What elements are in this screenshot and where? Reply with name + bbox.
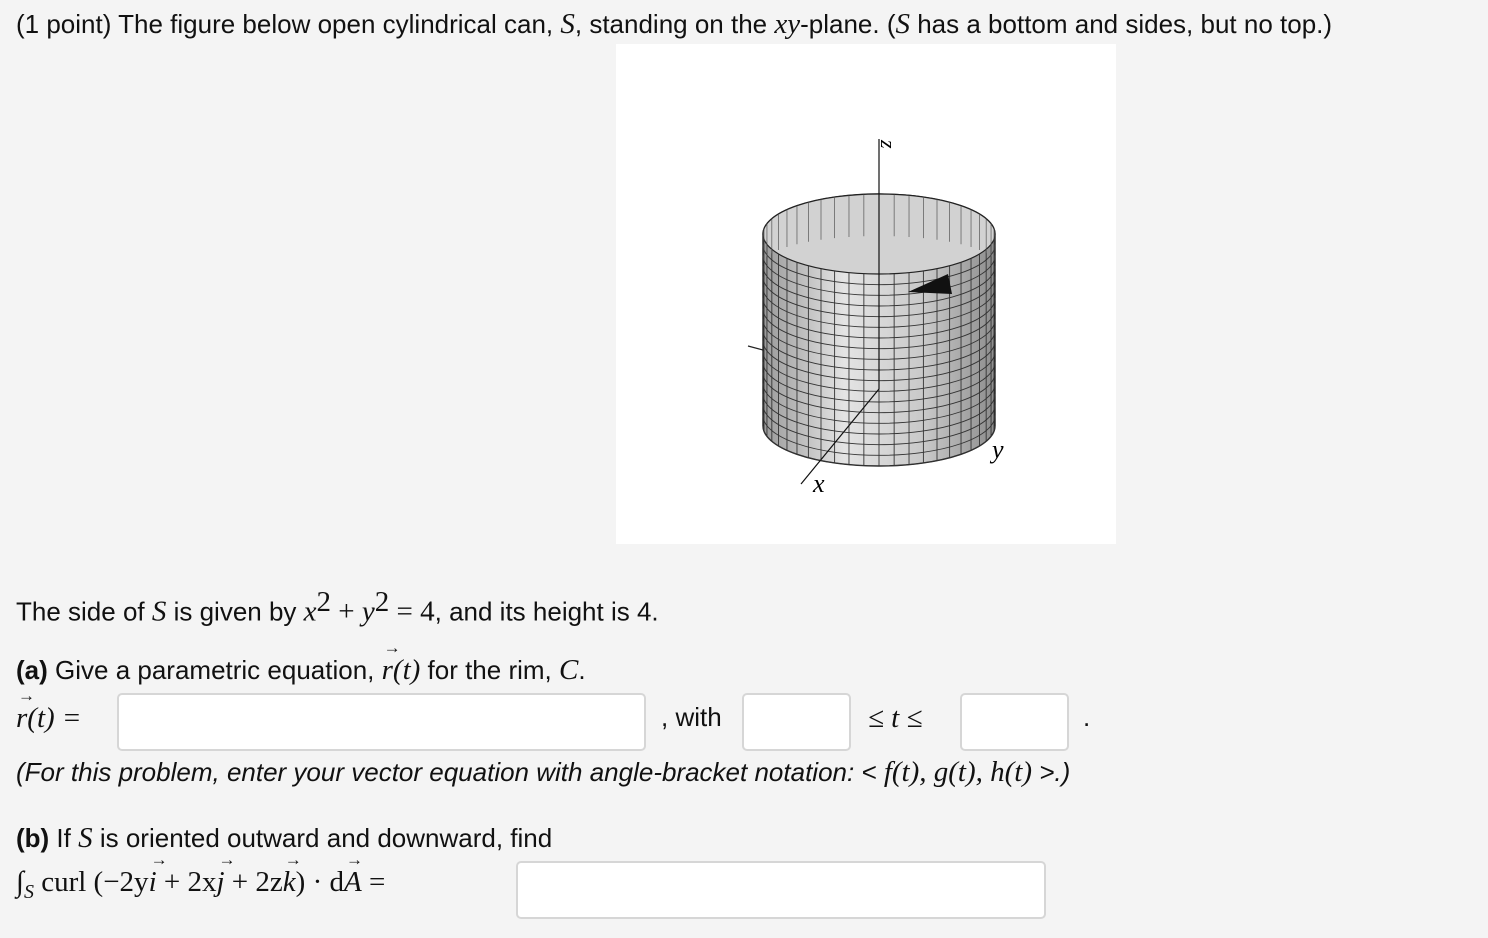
- integral-start: curl (−2y: [33, 866, 149, 898]
- eq-plus: +: [331, 595, 362, 628]
- integral-sign: ∫: [16, 866, 24, 898]
- r-lhs: → r(t) =: [16, 702, 81, 735]
- side-description: [16, 586, 659, 629]
- eq-y: y: [361, 595, 375, 628]
- with-text: , with: [661, 702, 722, 732]
- problem-intro: [16, 8, 1332, 41]
- eq-x: x: [303, 595, 317, 628]
- integral-equals: =: [361, 866, 386, 898]
- t-upper-input[interactable]: [960, 693, 1069, 751]
- part-a-text2: for the rim,: [420, 655, 559, 685]
- r-label: [16, 702, 81, 735]
- note-end: >.): [1032, 757, 1071, 787]
- unit-i: → i: [149, 866, 157, 899]
- notation-note: [16, 756, 1070, 789]
- t-lower-input[interactable]: [742, 693, 851, 751]
- integral-sub: S: [23, 880, 34, 903]
- cylinder-plot: [616, 44, 1116, 544]
- r-answer-input[interactable]: [117, 693, 646, 751]
- side-mid: is given by: [166, 596, 304, 627]
- integral-expression: [16, 866, 385, 904]
- integral-end: ) · d: [295, 866, 344, 898]
- side-suffix: , and its height is 4.: [434, 596, 659, 627]
- intro-text-after: -plane. (: [800, 9, 896, 39]
- part-b-answer-input[interactable]: [516, 861, 1046, 919]
- intro-xy: xy: [774, 8, 801, 40]
- z-label: z: [876, 140, 901, 149]
- eq-exp2: 2: [374, 586, 390, 618]
- x-label: x: [813, 469, 825, 498]
- cylinder-figure: [616, 44, 1116, 544]
- part-b-s: S: [78, 822, 93, 854]
- part-b-text2: is oriented outward and downward, find: [92, 823, 553, 853]
- part-a-r: → r(t): [382, 654, 421, 687]
- r-line-period: .: [1083, 702, 1091, 732]
- intro-suffix: has a bottom and sides, but no top.): [910, 9, 1333, 39]
- unit-j: → j: [216, 866, 224, 899]
- part-a-c: C: [559, 654, 579, 686]
- side-s: S: [151, 595, 167, 628]
- unit-k: → k: [283, 866, 296, 899]
- intro-s: S: [560, 8, 575, 40]
- integral-mid1: + 2x: [156, 866, 217, 898]
- eq-equals: = 4: [389, 595, 435, 628]
- eq-exp1: 2: [316, 586, 332, 618]
- vector-a: → A: [344, 866, 362, 899]
- part-a-text: Give a parametric equation,: [47, 655, 382, 685]
- part-a-period: .: [578, 655, 586, 685]
- t-inequality: ≤ t ≤: [868, 702, 923, 734]
- note-text: (For this problem, enter your vector equation with angle-bracket notation: <: [16, 757, 884, 787]
- part-b-label: (b): [16, 823, 50, 853]
- y-label: y: [992, 435, 1004, 464]
- intro-s2: S: [895, 8, 910, 40]
- intro-text-mid: , standing on the: [574, 9, 775, 39]
- part-a-prompt: [16, 654, 586, 687]
- part-b-text: If: [49, 823, 79, 853]
- side-text: The side of: [16, 596, 152, 627]
- note-math: f(t), g(t), h(t): [883, 756, 1033, 788]
- intro-text: (1 point) The figure below open cylindrical can,: [16, 9, 561, 39]
- integral-mid2: + 2z: [224, 866, 283, 898]
- part-a-label: (a): [16, 655, 48, 685]
